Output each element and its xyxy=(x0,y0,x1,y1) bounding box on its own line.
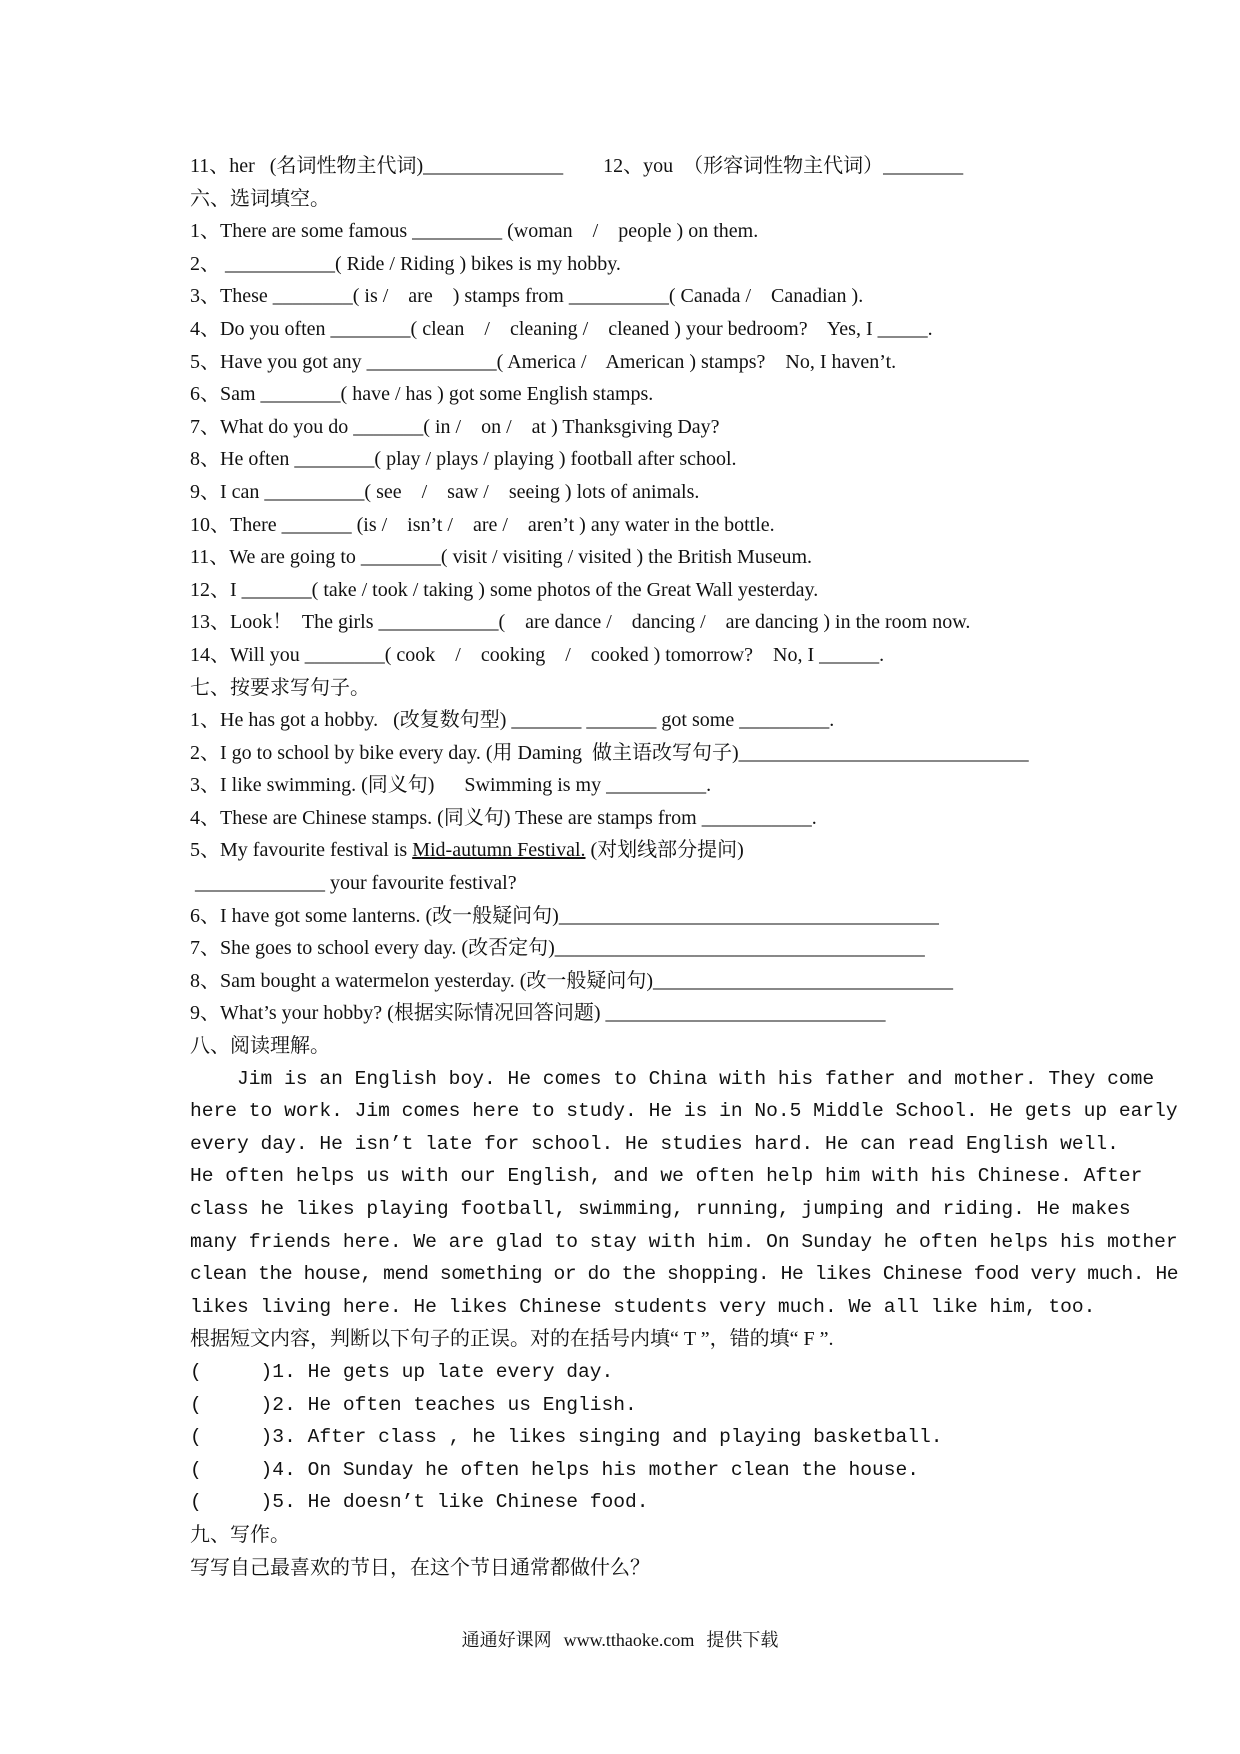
writing-prompt: 写写自己最喜欢的节日，在这个节日通常都做什么？ xyxy=(190,1556,650,1579)
section-7-title: 七、按要求写句子。 xyxy=(190,676,370,699)
fill-blank-item: 10、There _______ (is / isn’t / are / aren’t ) any water in the bottle. xyxy=(190,513,775,536)
rewrite-item: 9、What’s your hobby? (根据实际情况回答问题) ____________________________ xyxy=(190,1002,886,1025)
section-9-title: 九、写作。 xyxy=(190,1523,290,1546)
passage-line: Jim is an English boy. He comes to China with his father and mother. They come xyxy=(190,1067,1155,1090)
fill-blank-item: 1、There are some famous _________ (woman / people ) on them. xyxy=(190,220,759,243)
judgement-item: ( )1. He gets up late every day. xyxy=(190,1360,614,1383)
fill-blank-item: 3、These ________( is / are ) stamps from __________( Canada / Canadian ). xyxy=(190,285,864,308)
underlined-phrase: Mid-autumn Festival. xyxy=(412,839,586,862)
fill-blank-item: 13、Look！ The girls ____________( are dance / dancing / are dancing ) in the room now. xyxy=(190,611,971,634)
passage-line: here to work. Jim comes here to study. He is in No.5 Middle School. He gets up early xyxy=(190,1100,1178,1123)
fill-blank-item: 11、We are going to ________( visit / visiting / visited ) the British Museum. xyxy=(190,546,813,569)
judgement-instruction: 根据短文内容，判断以下句子的正误。对的在括号内填“ T ”，错的填“ F ”. xyxy=(190,1328,834,1351)
rewrite-item: 3、I like swimming. (同义句) Swimming is my __________. xyxy=(190,774,712,797)
rewrite-item: 4、These are Chinese stamps. (同义句) These are stamps from ___________. xyxy=(190,806,817,829)
rewrite-item-5-answer: _____________ your favourite festival? xyxy=(190,872,517,895)
fill-blank-item: 8、He often ________( play / plays / playing ) football after school. xyxy=(190,448,737,471)
fill-blank-item: 14、Will you ________( cook / cooking / cooked ) tomorrow? No, I ______. xyxy=(190,643,885,666)
judgement-item: ( )4. On Sunday he often helps his mother clean the house. xyxy=(190,1458,920,1481)
page-footer xyxy=(0,1628,1240,1652)
footer-url: www.tthaoke.com xyxy=(563,1630,695,1650)
passage-line: every day. He isn’t late for school. He studies hard. He can read English well. xyxy=(190,1132,1119,1155)
fill-blank-item: 9、I can __________( see / saw / seeing ) lots of animals. xyxy=(190,480,700,503)
rewrite-item: 7、She goes to school every day. (改否定句)_____________________________________ xyxy=(190,937,925,960)
rewrite-item: 1、He has got a hobby. (改复数句型) _______ _______ got some _________. xyxy=(190,709,835,732)
fill-blank-item: 12、I _______( take / took / taking ) some photos of the Great Wall yesterday. xyxy=(190,578,819,601)
rewrite-item-5-tail: (对划线部分提问) xyxy=(585,839,744,862)
fill-blank-item: 4、Do you often ________( clean / cleaning / cleaned ) your bedroom? Yes, I _____. xyxy=(190,317,933,340)
fill-blank-item: 7、What do you do _______( in / on / at ) Thanksgiving Day? xyxy=(190,415,720,438)
passage-line: likes living here. He likes Chinese students very much. We all like him, too. xyxy=(190,1295,1096,1318)
judgement-item: ( )3. After class , he likes singing and playing basketball. xyxy=(190,1426,943,1449)
judgement-item: ( )5. He doesn’t like Chinese food. xyxy=(190,1491,649,1514)
passage-line: class he likes playing football, swimming, running, jumping and riding. He makes xyxy=(190,1198,1131,1220)
passage-line: He often helps us with our English, and we often help him with his Chinese. After xyxy=(190,1165,1143,1188)
fill-blank-item: 6、Sam ________( have / has ) got some English stamps. xyxy=(190,383,654,406)
footer-note: 提供下载 xyxy=(706,1630,779,1650)
rewrite-item: 6、I have got some lanterns. (改一般疑问句)______________________________________ xyxy=(190,904,939,927)
section-8-title: 八、阅读理解。 xyxy=(190,1035,330,1058)
passage-line: clean the house, mend something or do the shopping. He likes Chinese food very much. He xyxy=(190,1263,1179,1286)
worksheet-page xyxy=(190,150,1179,1584)
rewrite-item-5 xyxy=(190,834,1060,867)
rewrite-item-5-lead: 5、My favourite festival is xyxy=(190,839,413,862)
section-6-title: 六、选词填空。 xyxy=(190,187,330,210)
pronoun-exercise-row: 11、her (名词性物主代词)______________ 12、you （形容词性物主代词）________ xyxy=(190,155,964,177)
rewrite-item: 2、I go to school by bike every day. (用 Daming 做主语改写句子)_____________________________ xyxy=(190,741,1029,764)
footer-site-name: 通通好课网 xyxy=(461,1630,552,1650)
fill-blank-item: 2、 ___________( Ride / Riding ) bikes is my hobby. xyxy=(190,252,621,275)
fill-blank-item: 5、Have you got any _____________( America / American ) stamps? No, I haven’t. xyxy=(190,350,897,373)
passage-line: many friends here. We are glad to stay with him. On Sunday he often helps his mother xyxy=(190,1230,1178,1253)
judgement-item: ( )2. He often teaches us English. xyxy=(190,1393,637,1416)
rewrite-item: 8、Sam bought a watermelon yesterday. (改一般疑问句)______________________________ xyxy=(190,969,954,992)
